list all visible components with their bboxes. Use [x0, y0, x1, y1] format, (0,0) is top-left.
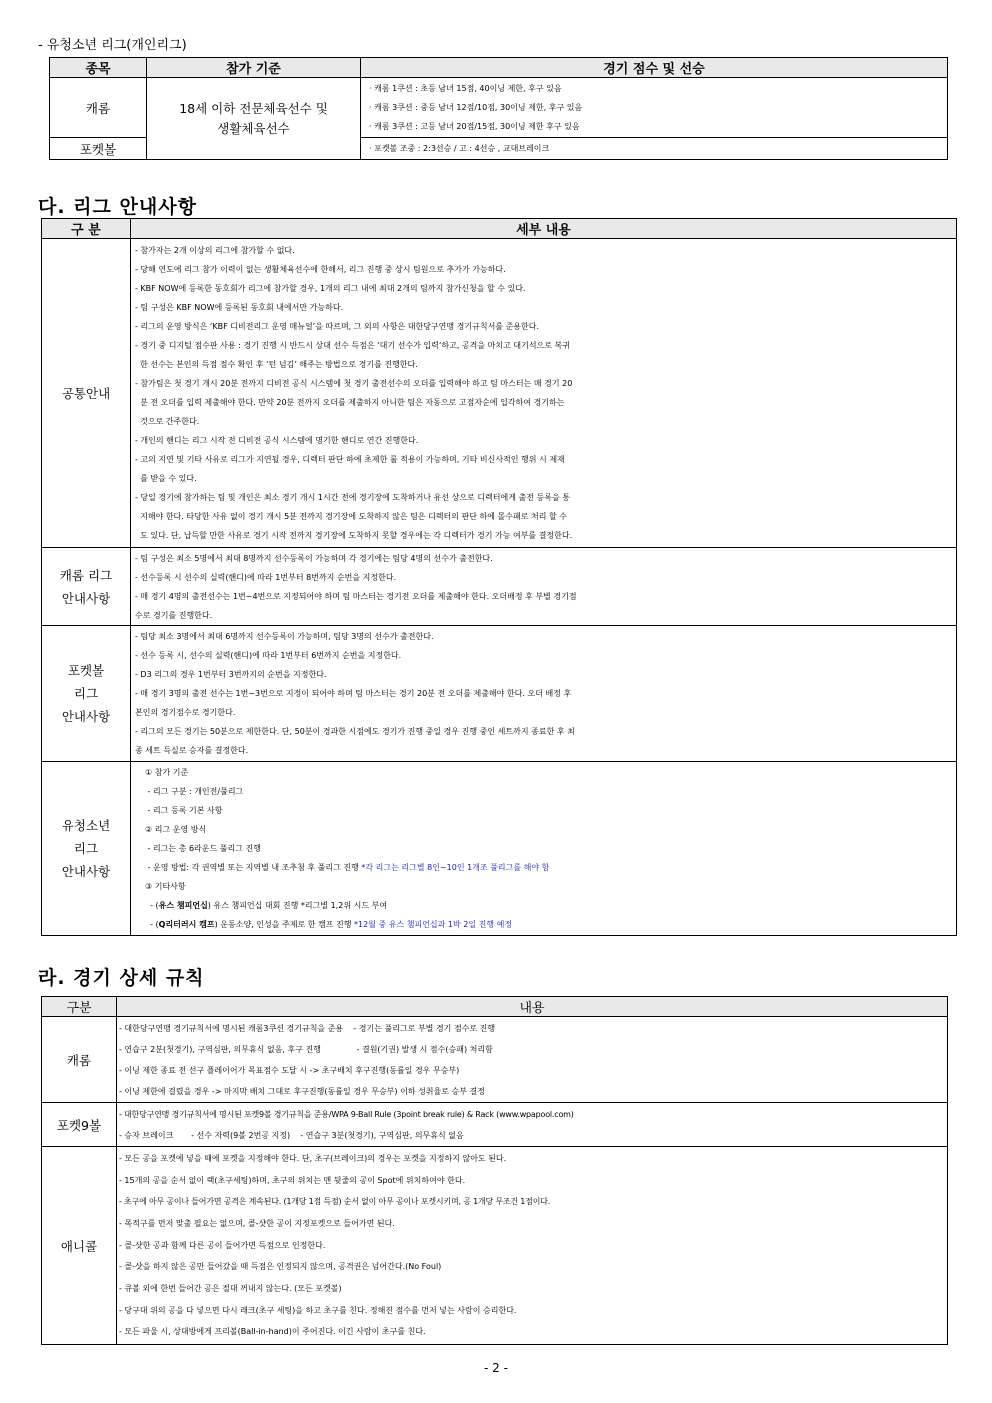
detail-line: - 선수등록 시 선수의 실력(핸디)에 따라 1번부터 8번까지 순번을 지정한다.: [135, 572, 397, 582]
detail-line: ③ 기타사항: [145, 882, 186, 891]
detail-line: - 리그의 모든 경기는 50분으로 제한한다. 단, 50분이 경과한 시점에도 경기가 진행 중일 경우 진행 중인 세트까지 종료한 후 최: [135, 727, 575, 736]
blue-note: *12월 중 유스 챔피언십과 1박 2일 진행 예정: [354, 920, 513, 929]
col-division: 구분: [42, 997, 117, 1017]
detail-line: - D3 리그의 경우 1번부터 3번까지의 순번을 지정한다.: [135, 670, 327, 679]
detail-line: [145, 915, 956, 934]
col-division: 구 분: [42, 219, 131, 239]
section-ra-title: 라. 경기 상세 규칙: [38, 967, 205, 989]
detail-line: ② 리그 운영 방식: [145, 825, 207, 834]
detail-line: 본인의 경기점수로 경기한다.: [135, 708, 236, 717]
detail-line: - 팀 구성은 KBF NOW에 등록된 동호회 내에서만 가능하다.: [135, 303, 344, 312]
row-label-anycall: 애니콜: [42, 1147, 117, 1345]
detail-line: - 개인의 핸디는 리그 시작 전 디비전 공식 시스템에 명기한 핸디로 연간 진행한다.: [135, 436, 419, 445]
label-line: 안내사항: [61, 709, 111, 724]
detail-line: 분 전 오더를 입력 제출해야 한다. 만약 20분 전까지 오더를 제출하지 아니한 팀은 자동으로 고점자순에 입각하여 경기하는: [135, 398, 565, 407]
label-line: 안내사항: [61, 590, 111, 606]
rule-line: - 초구에 아무 공이나 들어가면 공격은 계속된다. (1개당 1점 득점) 순서 없이 아무 공이나 포켓시키며, 공 1개당 무조건 1점이다.: [119, 1197, 551, 1207]
detail-line: - 리그 등록 기본 사항: [145, 806, 223, 815]
detail-line: - KBF NOW에 등록한 동호회가 리그에 참가할 경우, 1개의 리그 내에 최대 2개의 팀까지 참가신청을 할 수 있다.: [135, 284, 526, 293]
detail-line: - 팀 구성은 최소 5명에서 최대 8명까지 선수등록이 가능하며 각 경기에는 팀당 4명의 선수가 출전한다.: [135, 553, 493, 563]
section-da-title: 다. 리그 안내사항: [38, 196, 197, 218]
row-label-pocket9: 포켓9볼: [42, 1103, 117, 1147]
row-label-pocket: [42, 626, 131, 762]
detail-line: 종 세트 득실로 승자를 결정한다.: [135, 746, 249, 755]
page-number: - 2 -: [484, 1361, 508, 1375]
event-carom: 캐롬: [50, 78, 147, 138]
rule-line: - 승자 브레이크 - 선수 자력(9볼 2번공 지정) - 연습구 3분(첫경기), 구역심판, 의무휴식 없음: [119, 1130, 464, 1140]
detail-line: - 리그의 운영 방식은 ‘KBF 디비전리그 운영 매뉴얼’을 따르며, 그 외의 사항은 대한당구연맹 경기규칙서를 준용한다.: [135, 322, 540, 331]
event-pocket: 포켓볼: [50, 138, 147, 160]
col-event: 종목: [50, 58, 147, 78]
detail-line: [145, 858, 956, 877]
detail-line: - 매 경기 3명의 출전 선수는 1번~3번으로 지정이 되어야 하며 팀 마스터는 경기 20분 전 오더를 제출해야 한다. 오더 배정 후: [135, 689, 572, 698]
detail-text: ) 운동소양, 인성을 주제로 한 캠프 진행: [214, 920, 354, 929]
detail-line: - 고의 지연 및 기타 사유로 리그가 지연될 경우, 디렉터 판단 하에 초제한 룰 적용이 가능하며, 기타 비신사적인 행위 시 제재: [135, 455, 565, 464]
rule-line: - 모든 공을 포켓에 넣을 때에 포켓을 지정해야 한다. 단, 초구(브레이크)의 경우는 포켓을 지정하지 않아도 된다.: [119, 1153, 507, 1163]
rule-line: - 콜-샷을 하지 않은 공만 들어갔을 때 득점은 인정되지 않으며, 공격권은 넘어간다.(No Foul): [119, 1262, 442, 1272]
detail-line: - 선수 등록 시, 선수의 실력(핸디)에 따라 1번부터 6번까지 순번을 지정한다.: [135, 651, 402, 660]
rule-line: - 대한당구연맹 경기규칙서에 명시된 캐롬3쿠션 경기규칙을 준용 - 경기는 풀리그로 부별 경기 점수로 진행: [119, 1023, 496, 1033]
col-score: 경기 점수 및 선승: [361, 58, 948, 78]
detail-line: 도 있다. 단, 납득할 만한 사유로 경기 시작 전까지 경기장에 도착하지 못할 경우에는 각 디렉터가 경기 가능 여부를 결정한다.: [135, 531, 573, 540]
common-detail-cell: [131, 239, 957, 548]
detail-line: - 리그는 총 6라운드 풀리그 진행: [145, 844, 261, 853]
detail-text: - 운영 방법: 각 권역별 또는 지역별 내 조추첨 후 풀리그 진행: [145, 863, 362, 872]
row-label-common: 공통안내: [42, 239, 131, 548]
label-line: 캐롬 리그: [59, 567, 113, 583]
detail-line: - 리그 구분 : 개인전/풀리그: [145, 787, 244, 796]
rule-line: - 목적구를 먼저 맞출 필요는 없으며, 콜-샷한 공이 지정포켓으로 들어가면 된다.: [119, 1218, 395, 1228]
anycall-rules-cell: [117, 1147, 948, 1345]
carom-rules-cell: [117, 1017, 948, 1103]
score-line: · 캐롬 3쿠션 : 고등 남녀 20점/15점, 30이닝 제한 후구 있음: [369, 122, 580, 131]
detail-text: ) 유스 챔피언십 대회 진행 *리그별 1,2위 시드 부여: [207, 901, 388, 910]
label-line: 유청소년: [61, 818, 111, 833]
row-label-youth: [42, 762, 131, 936]
detail-line: [145, 896, 956, 915]
detail-line: - 매 경기 4명의 출전선수는 1번~4번으로 지정되어야 하며 팀 마스터는 경기전 오더를 제출해야 한다. 오더배정 후 부별 경기점: [135, 591, 577, 601]
rule-line: - 연습구 2분(첫경기), 구역심판, 의무휴식 없음, 후구 진행 - 결원(기권) 발생 시 점수(승패) 처리함: [119, 1044, 493, 1054]
youth-league-table: [49, 57, 948, 160]
rule-line: - 콜-샷한 공과 함께 다른 공이 들어가면 득점으로 인정한다.: [119, 1240, 326, 1250]
carom-detail-cell: [131, 548, 957, 626]
bold-term: Q리터러시 캠프: [158, 920, 215, 929]
col-detail: 세부 내용: [131, 219, 957, 239]
score-line: · 포켓볼 조중 : 2:3선승 / 고 : 4선승 , 교대브레이크: [369, 144, 550, 153]
pocket-detail-cell: [131, 626, 957, 762]
rule-line: - 큐볼 외에 한번 들어간 공은 절대 꺼내지 않는다. (모든 포켓볼): [119, 1284, 342, 1294]
label-line: 리그: [73, 686, 99, 701]
detail-line: 를 받을 수 있다.: [135, 474, 197, 483]
pocket9-rules-cell: [117, 1103, 948, 1147]
detail-line: - 당해 연도에 리그 참가 이력이 없는 생활체육선수에 한해서, 리그 진행 중 상시 팀원으로 추가가 가능하다.: [135, 265, 506, 274]
col-criteria: 참가 기준: [147, 58, 361, 78]
detail-text: - (: [145, 920, 159, 929]
youth-detail-cell: [131, 762, 957, 936]
detail-line: - 참가자는 2개 이상의 리그에 참가할 수 없다.: [135, 246, 295, 255]
row-label-carom: [42, 548, 131, 626]
label-line: 포켓볼: [67, 663, 105, 678]
score-line: · 캐롬 1쿠션 : 초등 남녀 15점, 40이닝 제한, 후구 있음: [369, 84, 562, 93]
league-guide-table: [41, 218, 957, 936]
detail-text: - (: [145, 901, 159, 910]
detail-line: - 경기 중 디지털 점수판 사용 : 경기 진행 시 반드시 상대 선수 득점은 ‘대기 선수가 입력’하고, 공격을 마치고 대기석으로 복귀: [135, 341, 571, 350]
blue-note: *각 리그는 리그별 8인~10인 1개조 풀리그를 해야 함: [361, 863, 550, 872]
detail-line: 것으로 간주한다.: [135, 417, 200, 426]
label-line: 리그: [73, 841, 99, 856]
pocket-score-cell: [361, 138, 948, 160]
criteria-cell: [147, 78, 361, 160]
rule-line: - 모든 파울 시, 상대방에게 프리볼(Ball-in-hand)이 주어진다. 이긴 사람이 초구를 친다.: [119, 1327, 426, 1337]
detail-line: 수로 경기를 진행한다.: [135, 610, 213, 620]
row-label-carom: 캐롬: [42, 1017, 117, 1103]
detail-line: 지해야 한다. 타당한 사유 없이 경기 개시 5분 전까지 경기장에 도착하지 않은 팀은 디렉터의 판단 하에 몰수패로 처리 할 수: [135, 512, 567, 521]
col-content: 내용: [117, 997, 948, 1017]
bold-term: 유스 챔피언십: [158, 901, 208, 910]
detail-line: - 팀당 최소 3명에서 최대 6명까지 선수등록이 가능하며, 팀당 3명의 선수가 출전한다.: [135, 632, 434, 641]
rules-table: [41, 996, 948, 1345]
score-line: · 캐롬 3쿠션 : 중등 남녀 12점/10점, 30이닝 제한, 후구 있음: [369, 103, 583, 112]
rule-line: - 대한당구연맹 경기규칙서에 명시된 포켓9볼 경기규칙을 준용/WPA 9-Ball Rule (3point break rule) & Rack (www.wpapool.com): [119, 1109, 574, 1119]
rule-line: - 이닝 제한 종료 전 선구 플레이어가 목표점수 도달 시 -> 초구배치 후구진행(동률일 경우 무승부): [119, 1065, 460, 1075]
carom-score-cell: [361, 78, 948, 138]
youth-league-title: - 유청소년 리그(개인리그): [38, 38, 187, 53]
rule-line: - 당구대 위의 공을 다 넣으면 다시 래크(초구 세팅)을 하고 초구를 친다. 정해진 점수를 먼저 넣는 사람이 승리한다.: [119, 1305, 517, 1315]
rule-line: - 15개의 공을 순서 없이 랙(초구세팅)하며, 초구의 위치는 맨 뒷줄의 공이 Spot에 위치하여야 한다.: [119, 1175, 466, 1185]
detail-line: - 당일 경기에 참가하는 팀 및 개인은 최소 경기 개시 1시간 전에 경기장에 도착하거나 유선 상으로 디렉터에게 출전 등록을 통: [135, 493, 570, 502]
detail-line: 한 선수는 본인의 득점 점수 확인 후 ‘턴 넘김’ 해주는 방법으로 경기를 진행한다.: [135, 360, 418, 369]
detail-line: ① 참가 기준: [145, 768, 189, 777]
rule-line: - 이닝 제한에 걸렸을 경우 -> 마지막 배치 그대로 후구진행(동률일 경우 무승부) 이하 성취율로 승부 결정: [119, 1086, 485, 1096]
label-line: 안내사항: [61, 864, 111, 879]
detail-line: - 참가팀은 첫 경기 개시 20분 전까지 디비전 공식 시스템에 첫 경기 출전선수의 오더를 입력해야 하고 팀 마스터는 매 경기 20: [135, 379, 573, 388]
criteria-line: 생활체육선수: [217, 120, 290, 136]
criteria-line: 18세 이하 전문체육선수 및: [179, 100, 328, 116]
